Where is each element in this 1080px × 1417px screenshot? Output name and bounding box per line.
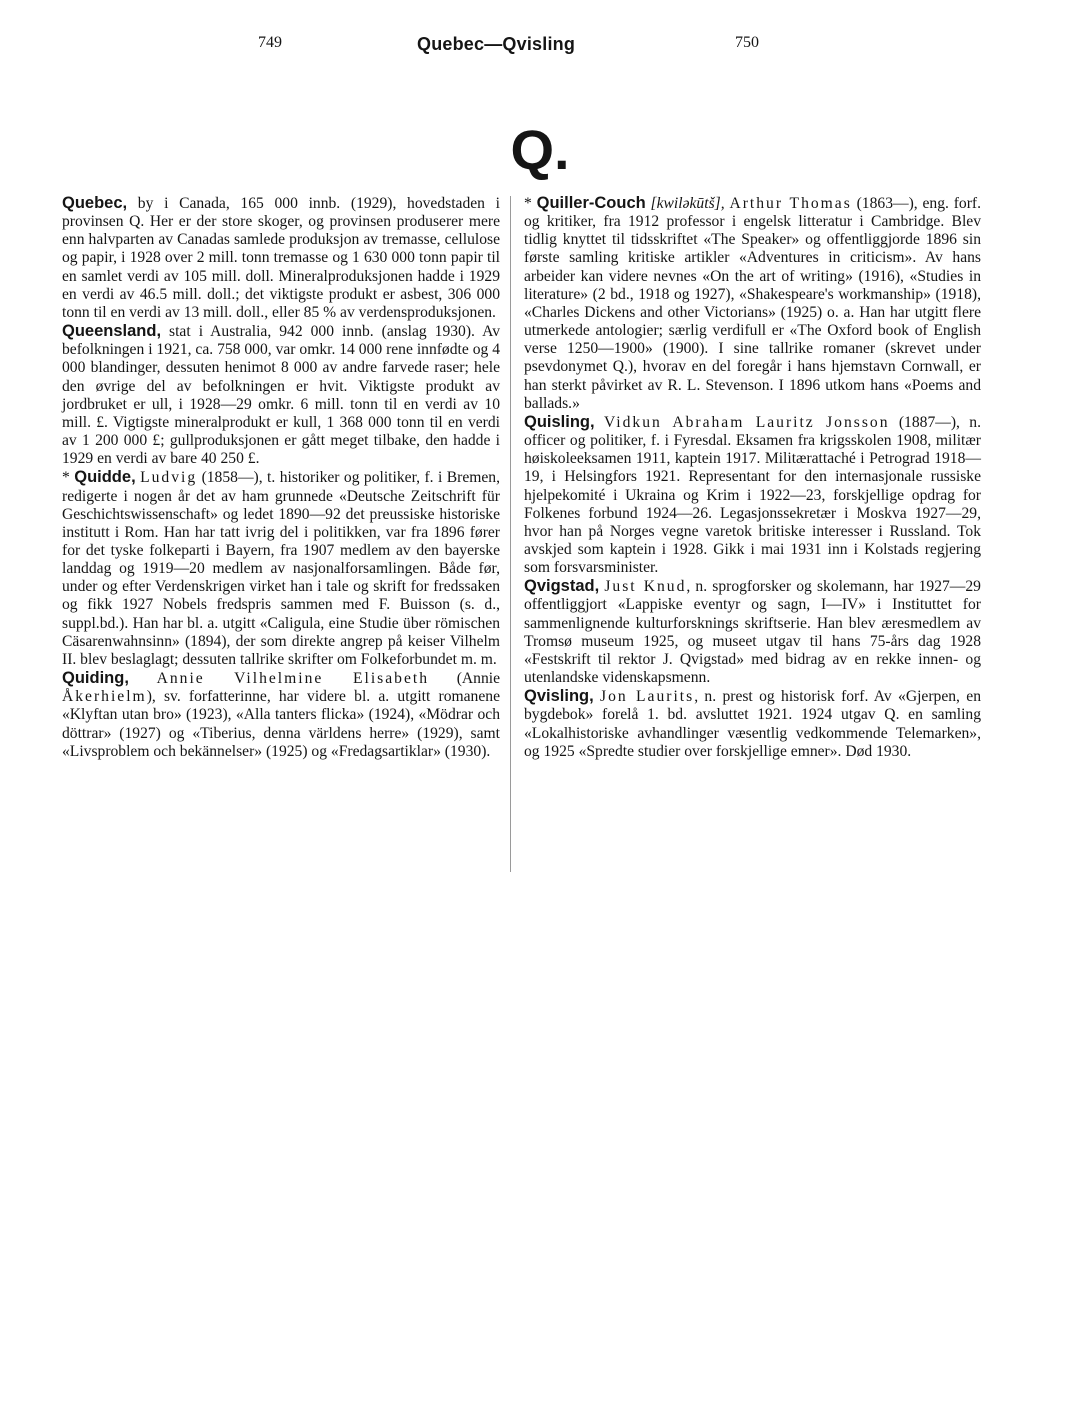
section-letter: Q.	[510, 118, 570, 181]
running-title: Quebec—Qvisling	[417, 34, 576, 54]
entry-quiding	[62, 669, 500, 761]
entry-forename: Just Knud	[604, 578, 687, 596]
entry-forename: Annie Vilhelmine Elisabeth	[156, 670, 430, 688]
column-divider	[510, 196, 511, 872]
entry-spaced-name: Åkerhielm	[62, 688, 147, 706]
entry-forename: Vidkun Abraham Lauritz Jonsson	[603, 413, 890, 431]
entry-quisling	[524, 413, 981, 577]
entry-text: (1863—), eng. forf. og kritiker, fra 1912 professor i engelsk litteratur i Cambridge. Blev tidlig knyttet til tidsskriftet «The Speaker» og offentliggjorde 1896 sin første samling kritiske artikler «Adventures in criticism». Av hans arbeider kan videre nevnes «On the art of writing» (1916), «Studies in literature» (2 bd., 1918 og 1927), «Shakespeare's workmanship» (1918), «Charles Dickens and other Victorians» (1925) o. a. Han har utgitt flere utmerkede antologier; særlig verdifull er «The Oxford book of English verse 1250—1900» (1900). I sine tallrike romaner (skrevet under psevdonymet Q.), hvorav en del foregår i hans hjemstavn Cornwall, er han sterkt påvirket av R. L. Stevenson. I 1896 utkom hans «Poems and ballads.»	[524, 195, 982, 412]
entry-headword: Quiller-Couch	[536, 194, 646, 212]
left-column	[62, 194, 500, 761]
entry-headword: Qvisling,	[524, 687, 594, 706]
entry-text: , n. sprogforsker og skolemann, har 1927—29 offentliggjort «Lappiske eventyr og sagn, I—IV» i Instituttet for sammenlignende kulturforsknings skriftserie. Han blev æresmedlem av Tromsø museum 1925, og museet utgav til hans 75-års dag 1928 «Festskrift til rektor J. Qvigstad» med bidrag av en rekke innen- og utenlandske videnskapsmenn.	[524, 578, 981, 687]
star-marker: *	[62, 469, 75, 487]
entry-forename: Arthur Thomas	[729, 195, 852, 212]
page-header	[0, 34, 1080, 56]
entry-quidde	[62, 468, 500, 669]
right-page-number: 750	[735, 34, 759, 51]
entry-text: ), sv. forfatterinne, har videre bl. a. utgitt romanene «Klyftan utan bro» (1923), «Alla tanters flicka» (1924), «Mödrar och döttrar» (1927) og «Tiberius, denna världens herre» (1929), samt «Livsproblem och bekännelser» (1925) og «Fredagsartiklar» (1930).	[62, 688, 500, 760]
entry-text: (1858—), t. historiker og politiker, f. i Bremen, redigerte i nogen år det av ham grunnede «Deutsche Zeitschrift für Geschichtswissenschaft» og ledet 1890—92 det preussiske historiske institutt i Rom. Han har tatt ivrig del i politikken, var fra 1896 fører for det tyske folkeparti i Bayern, fra 1907 medlem av den bayerske landdag og 1919—20 medlem av nasjonalforsamlingen. Både før, under og efter Verdenskrigen virket han i tale og skrift for fredssaken og fikk 1927 Nobels fredspris sammen med F. Buisson (s. d., suppl.bd.). Han har bl. a. utgitt «Caligula, eine Studie über römischen Cäsarenwahnsinn» (1894), der som direkte angrep på keiser Vilhelm II. blev beslaglagt; dessuten tallrike skrifter om Folkeforbundet m. m.	[62, 469, 500, 668]
entry-text: stat i Australia, 942 000 innb. (anslag 1930). Av befolkningen i 1921, ca. 758 000, var omkr. 14 000 rene innfødte og 4 000 blandinger, dessuten henimot 8 000 av andre farvede raser; hele den øvrige del av befolkningen er hvit. Viktigste produkt av jordbruket er ull, i 1928—29 omkr. 6 mill. tonn til en verdi av 10 mill. £. Vigtigste mineralprodukt er kull, 1 368 000 tonn til en verdi av 1 200 000 £; gullproduksjonen er gått meget tilbake, den hadde i 1929 en verdi av bare 40 250 £.	[62, 323, 500, 468]
entry-quebec	[62, 194, 500, 322]
entry-qvigstad	[524, 577, 981, 687]
entry-headword: Quiding,	[62, 669, 129, 688]
entry-headword: Quidde,	[74, 468, 136, 487]
entry-headword: Qvigstad,	[524, 577, 600, 596]
entry-qvisling	[524, 687, 981, 761]
entry-headword: Quebec,	[62, 194, 128, 212]
right-column	[524, 194, 981, 761]
entry-pronunciation: [kwilәkūtš],	[645, 195, 725, 212]
entry-text: , n. prest og historisk forf. Av «Gjerpen, en bygdebok» forelå 1. bd. avsluttet 1921. 1924 utgav Q. en samling «Lokalhistoriske avhandlinger væsentlig vedkommende Telemarken», og 1925 «Spredte studier over forskjellige emner». Død 1930.	[524, 688, 982, 760]
entry-forename: Ludvig	[140, 469, 198, 487]
left-page-number: 749	[258, 34, 282, 51]
entry-forename: Jon Laurits	[600, 688, 695, 706]
entry-text: by i Canada, 165 000 innb. (1929), hovedstaden i provinsen Q. Her er der store skoger, og provinsen produserer mere enn halvparten av Canadas samlede produksjon av tremasse, cellulose og papir, i 1928 over 2 mill. tonn tremasse og 1 630 000 tonn papir til en samlet verdi av 105 mill. doll. Mineralproduksjonen hadde i 1929 en verdi av 46.5 mill. doll.; det viktigste produkt er asbest, 306 000 tonn til en verdi av 13 mill. doll., eller 85 % av verdensproduksjonen.	[62, 195, 500, 321]
entry-text-part: (Annie	[429, 670, 501, 688]
entry-text: (1887—), n. officer og politiker, f. i Fyresdal. Eksamen fra krigsskolen 1908, militær høiskoleeksamen 1911, kaptein 1917. Militærattaché i Petrograd 1918—19, i Helsingfors 1921. Representant for den internasjonale russiske hjelpekomité i Ukraina og Krim i 1922—23, forskjellige opdrag for Folkenes forbund 1924—26. Legasjonssekretær i Moskva 1927—29, hvor han på Norges vegne varetok britiske interesser i Russland. Tok avskjed som kaptein i 1928. Gikk i mai 1931 inn i Kolstads regjering som forsvarsminister.	[524, 413, 981, 577]
entry-quiller-couch	[524, 194, 981, 413]
entry-queensland	[62, 322, 500, 468]
star-marker: *	[524, 195, 537, 212]
entry-headword: Quisling,	[524, 412, 595, 431]
entry-headword: Queensland,	[62, 322, 162, 341]
